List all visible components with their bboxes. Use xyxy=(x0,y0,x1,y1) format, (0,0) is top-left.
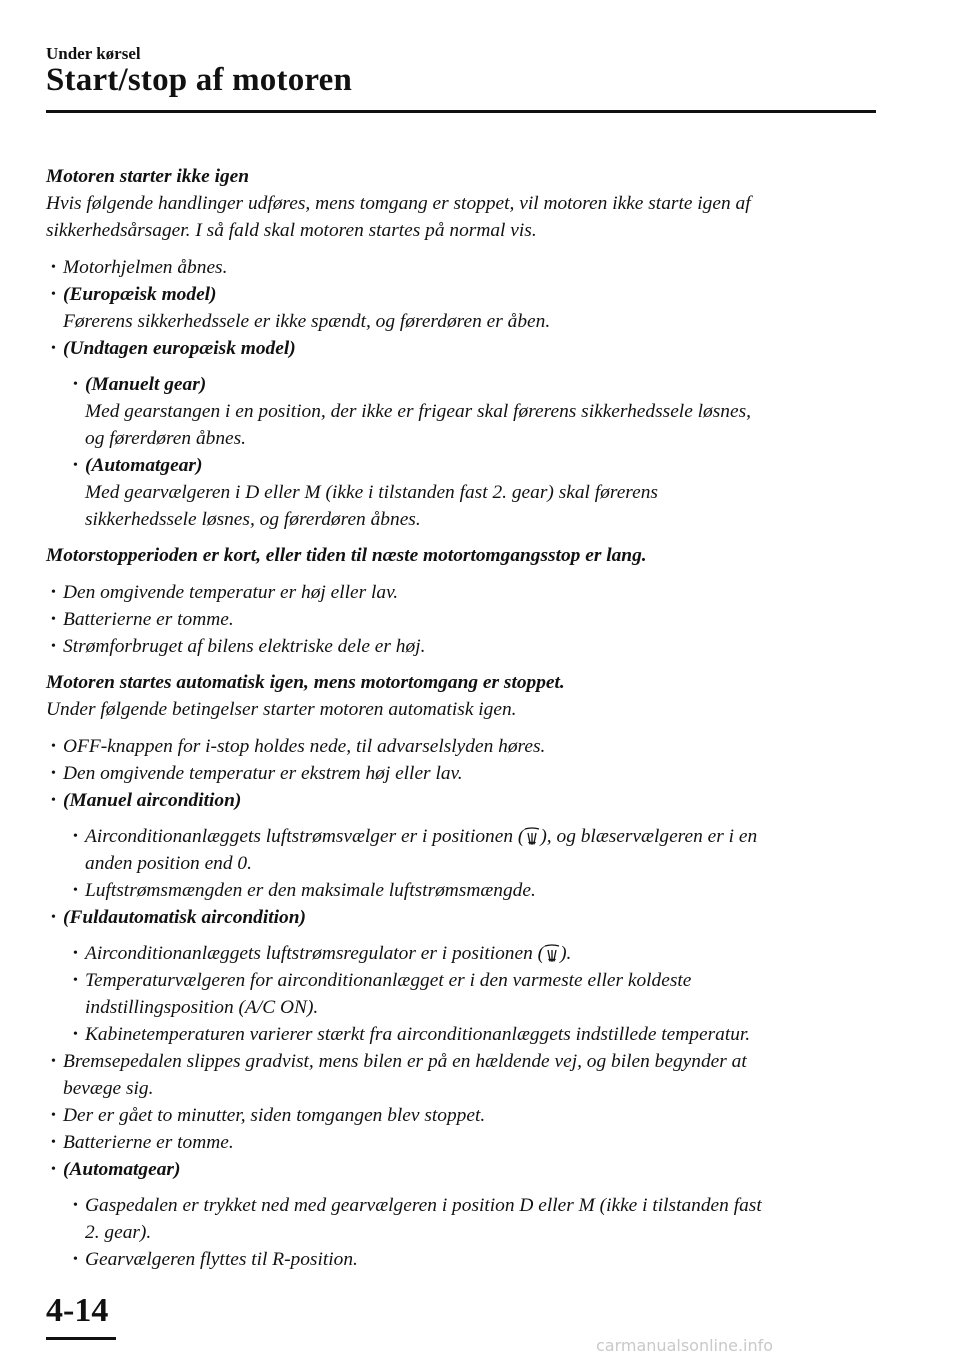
section-heading: Motoren startes automatisk igen, mens motortomgang er stoppet. xyxy=(46,672,565,693)
list-item: • Motorhjelmen åbnes. xyxy=(46,254,876,281)
list-item: • Strømforbruget af bilens elektriske dele er høj. xyxy=(46,633,876,660)
bullet-icon: • xyxy=(73,1252,78,1267)
windshield-defroster-icon xyxy=(544,944,560,962)
list-item: • (Manuel aircondition) xyxy=(46,787,876,814)
page-number: 4-14 xyxy=(46,1292,109,1329)
windshield-defroster-icon xyxy=(524,827,540,845)
bullet-icon: • xyxy=(51,287,56,302)
list-item: • Batterierne er tomme. xyxy=(46,606,876,633)
sub-list-item: • (Automatgear) Med gearvælgeren i D eller M (ikke i tilstanden fast 2. gear) skal førerens sikkerhedssele løsnes, og førerdøren åbnes. xyxy=(68,452,876,533)
list-item: • Bremsepedalen slippes gradvist, mens bilen er på en hældende vej, og bilen begynder at bevæge sig. xyxy=(46,1048,876,1102)
bullet-icon: • xyxy=(51,910,56,925)
sub-list-item: • Airconditionanlæggets luftstrømsvælger er i positionen ( ), og blæservælgeren er i en anden position end 0. xyxy=(68,823,876,877)
paragraph-line: sikkerhedsårsager. I så fald skal motoren startes på normal vis. xyxy=(46,220,537,241)
section-heading: Motoren starter ikke igen xyxy=(46,166,250,187)
bullet-icon: • xyxy=(51,260,56,275)
list-item: • (Undtagen europæisk model) xyxy=(46,335,876,362)
bullet-icon: • xyxy=(73,829,78,844)
bullet-icon: • xyxy=(73,458,78,473)
sub-list-item: • Gaspedalen er trykket ned med gearvælgeren i position D eller M (ikke i tilstanden fast 2. gear). xyxy=(68,1192,876,1246)
bullet-icon: • xyxy=(73,1198,78,1213)
section-heading: Motorstopperioden er kort, eller tiden til næste motortomgangsstop er lang. xyxy=(46,545,647,566)
sub-list-item: • Temperaturvælgeren for airconditionanlægget er i den varmeste eller koldeste indstillingsposition (A/C ON). xyxy=(68,967,876,1021)
bullet-icon: • xyxy=(73,1027,78,1042)
list-item: • Den omgivende temperatur er ekstrem høj eller lav. xyxy=(46,760,876,787)
bullet-icon: • xyxy=(51,1108,56,1123)
paragraph-line: Under følgende betingelser starter motoren automatisk igen. xyxy=(46,699,517,720)
sub-list-item: • Gearvælgeren flyttes til R-position. xyxy=(68,1246,876,1273)
bullet-icon: • xyxy=(51,585,56,600)
bullet-icon: • xyxy=(51,766,56,781)
bullet-icon: • xyxy=(73,883,78,898)
page-content xyxy=(46,163,876,1273)
list-item: • (Fuldautomatisk aircondition) xyxy=(46,904,876,931)
list-item: • (Europæisk model) Førerens sikkerhedssele er ikke spændt, og førerdøren er åben. xyxy=(46,281,876,335)
bullet-icon: • xyxy=(51,341,56,356)
bullet-icon: • xyxy=(51,739,56,754)
bullet-icon: • xyxy=(73,946,78,961)
footer-divider xyxy=(46,1337,116,1340)
list-item: • OFF-knappen for i-stop holdes nede, til advarselslyden høres. xyxy=(46,733,876,760)
list-item: • Batterierne er tomme. xyxy=(46,1129,876,1156)
sub-list-item: • Airconditionanlæggets luftstrømsregulator er i positionen ( ). xyxy=(68,940,876,967)
bullet-icon: • xyxy=(73,973,78,988)
watermark: carmanualsonline.info xyxy=(596,1336,774,1355)
bullet-icon: • xyxy=(51,1162,56,1177)
list-item: • Der er gået to minutter, siden tomgangen blev stoppet. xyxy=(46,1102,876,1129)
bullet-icon: • xyxy=(51,1135,56,1150)
page-title: Start/stop af motoren xyxy=(46,62,353,98)
bullet-icon: • xyxy=(51,1054,56,1069)
paragraph-line: Hvis følgende handlinger udføres, mens tomgang er stoppet, vil motoren ikke starte igen af xyxy=(46,193,751,214)
section-label: Under kørsel xyxy=(46,44,141,63)
bullet-icon: • xyxy=(51,639,56,654)
bullet-icon: • xyxy=(51,793,56,808)
sub-list-item: • (Manuelt gear) Med gearstangen i en position, der ikke er frigear skal førerens sikkerhedssele løsnes, og førerdøren åbnes. xyxy=(68,371,876,452)
title-divider xyxy=(46,110,876,113)
sub-list-item: • Kabinetemperaturen varierer stærkt fra airconditionanlæggets indstillede temperatur. xyxy=(68,1021,876,1048)
sub-list-item: • Luftstrømsmængden er den maksimale luftstrømsmængde. xyxy=(68,877,876,904)
bullet-icon: • xyxy=(51,612,56,627)
list-item: • (Automatgear) xyxy=(46,1156,876,1183)
bullet-icon: • xyxy=(73,377,78,392)
list-item: • Den omgivende temperatur er høj eller lav. xyxy=(46,579,876,606)
